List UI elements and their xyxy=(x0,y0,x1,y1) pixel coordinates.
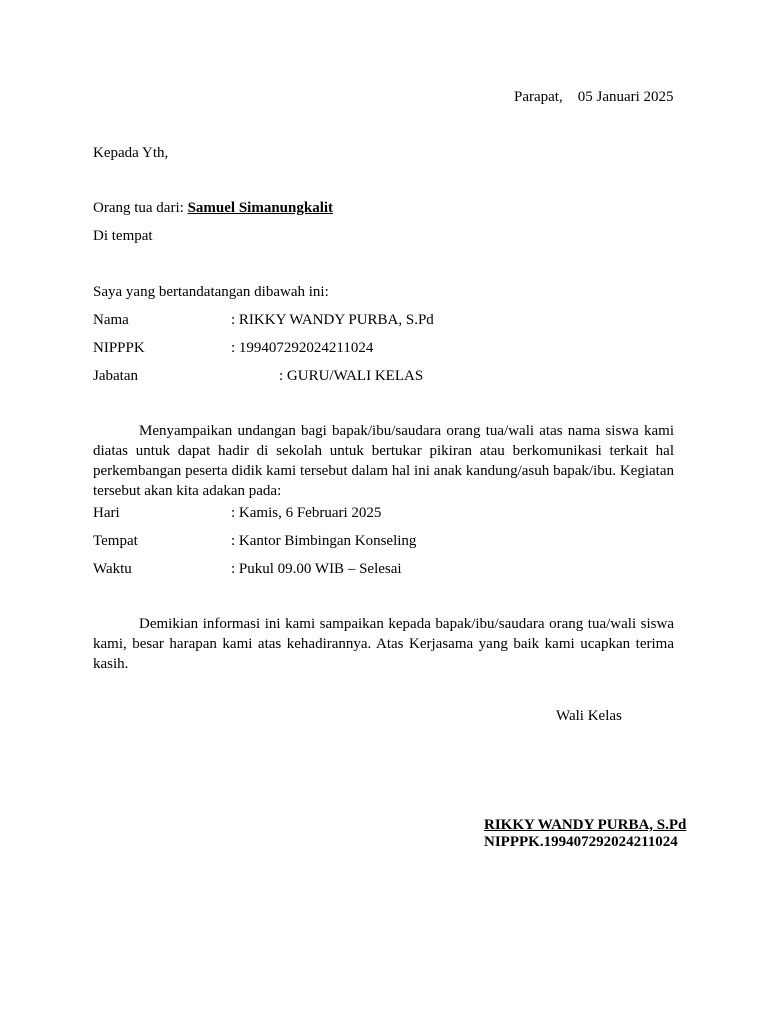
sender-label-nipppk: NIPPPK xyxy=(93,340,145,356)
signature-name: RIKKY WANDY PURBA, S.Pd xyxy=(484,817,687,833)
intro-text: Saya yang bertandatangan dibawah ini: xyxy=(93,284,329,300)
event-value-tempat: : Kantor Bimbingan Konseling xyxy=(231,533,417,549)
closing-paragraph xyxy=(93,614,674,674)
parent-line xyxy=(93,198,333,218)
student-name: Samuel Simanungkalit xyxy=(187,200,334,216)
letter-date-line xyxy=(514,87,674,107)
event-value-waktu: : Pukul 09.00 WIB – Selesai xyxy=(231,561,402,577)
sender-value-nipppk: : 199407292024211024 xyxy=(231,340,374,356)
greeting: Kepada Yth, xyxy=(93,145,169,161)
recipient-place: Di tempat xyxy=(93,228,153,244)
event-label-waktu: Waktu xyxy=(93,561,132,577)
event-label-tempat: Tempat xyxy=(93,533,138,549)
body-paragraph-text: Menyampaikan undangan bagi bapak/ibu/saudara orang tua/wali atas nama siswa kami diatas untuk dapat hadir di sekolah untuk bertukar pikiran atau berkomunikasi terkait hal perkembangan peserta didik kami tersebut dalam hal ini anak kandung/asuh bapak/ibu. Kegiatan tersebut akan kita adakan pada: xyxy=(93,423,674,499)
signature-id: NIPPPK.199407292024211024 xyxy=(484,834,678,850)
sender-label-jabatan: Jabatan xyxy=(93,368,138,384)
sender-value-nama: : RIKKY WANDY PURBA, S.Pd xyxy=(231,312,434,328)
closing-paragraph-text: Demikian informasi ini kami sampaikan kepada bapak/ibu/saudara orang tua/wali siswa kami, besar harapan kami atas kehadirannya. Atas Kerjasama yang baik kami ucapkan terima kasih. xyxy=(93,616,674,672)
body-paragraph xyxy=(93,421,674,501)
sender-label-nama: Nama xyxy=(93,312,129,328)
event-value-hari: : Kamis, 6 Februari 2025 xyxy=(231,505,382,521)
letter-place: Parapat, xyxy=(514,89,563,105)
event-label-hari: Hari xyxy=(93,505,120,521)
sender-value-jabatan: : GURU/WALI KELAS xyxy=(279,368,424,384)
letter-date: 05 Januari 2025 xyxy=(577,89,674,105)
parent-label: Orang tua dari: xyxy=(93,200,188,216)
signature-role: Wali Kelas xyxy=(556,708,622,724)
